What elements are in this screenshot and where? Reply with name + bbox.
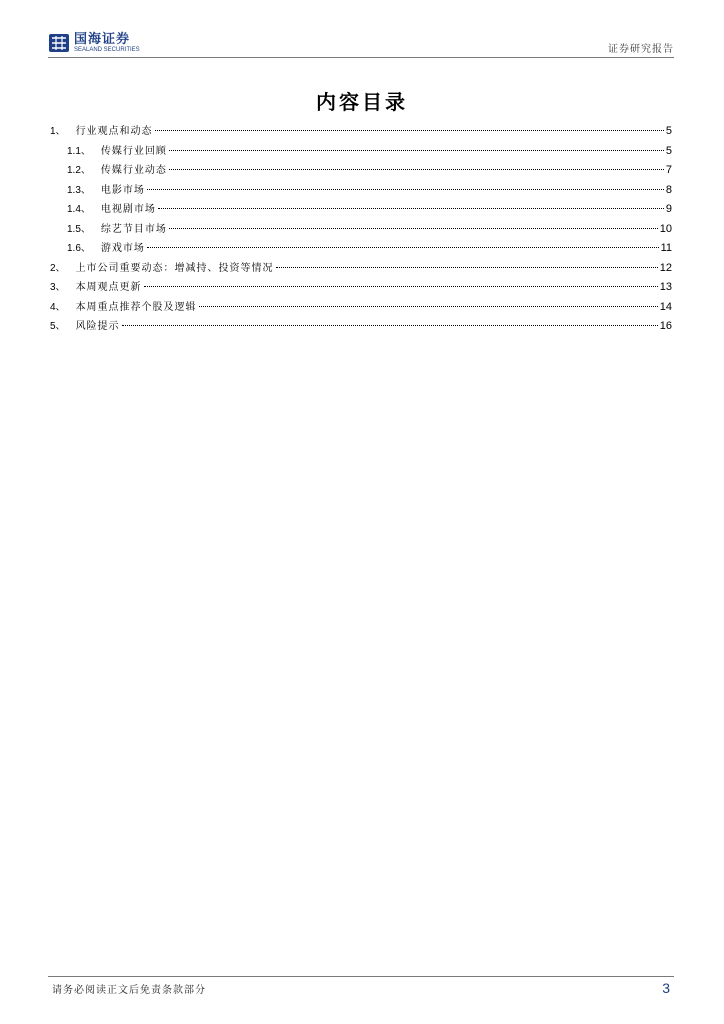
toc-entry[interactable] bbox=[50, 298, 672, 318]
toc-entry[interactable] bbox=[50, 142, 672, 162]
toc-title: 内容目录 bbox=[316, 90, 408, 114]
toc-dot-leader bbox=[199, 306, 658, 307]
toc-entry-title: 传媒行业动态 bbox=[100, 165, 167, 176]
toc-entry-title: 风险提示 bbox=[75, 321, 120, 332]
toc-entry[interactable] bbox=[50, 161, 672, 181]
toc-entry-page: 11 bbox=[660, 242, 672, 254]
toc-entry-page: 13 bbox=[659, 281, 672, 293]
toc-entry-number: 1、 bbox=[50, 126, 66, 137]
page-number: 3 bbox=[662, 980, 670, 996]
toc-entry[interactable] bbox=[50, 317, 672, 337]
toc-entry[interactable] bbox=[50, 122, 672, 142]
logo-chinese-name: 国海证券 bbox=[74, 31, 131, 47]
sealand-logo-icon bbox=[48, 32, 70, 54]
toc-dot-leader bbox=[169, 150, 664, 151]
toc-entry-page: 16 bbox=[659, 320, 672, 332]
toc-entry-page: 10 bbox=[659, 222, 672, 235]
table-of-contents bbox=[50, 122, 672, 337]
header-divider bbox=[48, 57, 674, 58]
toc-entry[interactable] bbox=[50, 220, 672, 240]
toc-entry-page: 5 bbox=[665, 125, 672, 137]
toc-entry[interactable] bbox=[50, 181, 672, 201]
company-logo bbox=[48, 32, 140, 54]
footer-divider bbox=[48, 976, 674, 977]
toc-entry[interactable] bbox=[50, 278, 672, 298]
toc-entry-number: 1.6、 bbox=[67, 243, 91, 254]
toc-entry-page: 8 bbox=[665, 183, 672, 196]
toc-entry-page: 5 bbox=[665, 144, 672, 157]
page-header bbox=[48, 30, 674, 56]
footer-disclaimer: 请务必阅读正文后免责条款部分 bbox=[52, 985, 206, 996]
toc-entry-title: 传媒行业回顾 bbox=[100, 145, 167, 157]
toc-dot-leader bbox=[147, 247, 659, 248]
toc-entry-title: 游戏市场 bbox=[100, 243, 145, 254]
toc-entry-number: 1.2、 bbox=[67, 165, 91, 176]
toc-dot-leader bbox=[158, 208, 664, 209]
toc-entry-title: 行业观点和动态 bbox=[75, 126, 153, 137]
toc-dot-leader bbox=[147, 189, 664, 190]
toc-entry-title: 本周观点更新 bbox=[75, 282, 142, 293]
toc-entry-page: 9 bbox=[665, 203, 672, 215]
toc-entry-number: 5、 bbox=[50, 321, 66, 332]
toc-entry-page: 7 bbox=[665, 164, 672, 176]
toc-entry-number: 3、 bbox=[50, 282, 66, 293]
toc-entry[interactable] bbox=[50, 259, 672, 279]
toc-entry[interactable] bbox=[50, 239, 672, 259]
toc-entry-title: 综艺节目市场 bbox=[100, 223, 167, 235]
toc-entry-page: 12 bbox=[659, 261, 672, 274]
toc-entry-number: 2、 bbox=[50, 262, 66, 274]
report-type-label: 证券研究报告 bbox=[608, 44, 674, 55]
toc-dot-leader bbox=[276, 267, 658, 268]
toc-entry-number: 4、 bbox=[50, 301, 66, 313]
toc-dot-leader bbox=[169, 228, 658, 229]
toc-dot-leader bbox=[169, 169, 664, 170]
toc-entry-number: 1.5、 bbox=[67, 223, 91, 235]
toc-entry[interactable] bbox=[50, 200, 672, 220]
toc-entry-title: 本周重点推荐个股及逻辑 bbox=[75, 301, 197, 313]
toc-dot-leader bbox=[155, 130, 664, 131]
logo-english-name: SEALAND SECURITIES bbox=[74, 46, 140, 53]
toc-entry-title: 电视剧市场 bbox=[100, 204, 156, 215]
toc-entry-title: 电影市场 bbox=[100, 184, 145, 196]
toc-entry-number: 1.1、 bbox=[67, 145, 91, 157]
toc-entry-page: 14 bbox=[659, 300, 672, 313]
toc-entry-number: 1.3、 bbox=[67, 184, 91, 196]
toc-dot-leader bbox=[122, 325, 658, 326]
toc-dot-leader bbox=[144, 286, 658, 287]
toc-entry-title: 上市公司重要动态：增减持、投资等情况 bbox=[75, 262, 274, 274]
toc-entry-number: 1.4、 bbox=[67, 204, 91, 215]
